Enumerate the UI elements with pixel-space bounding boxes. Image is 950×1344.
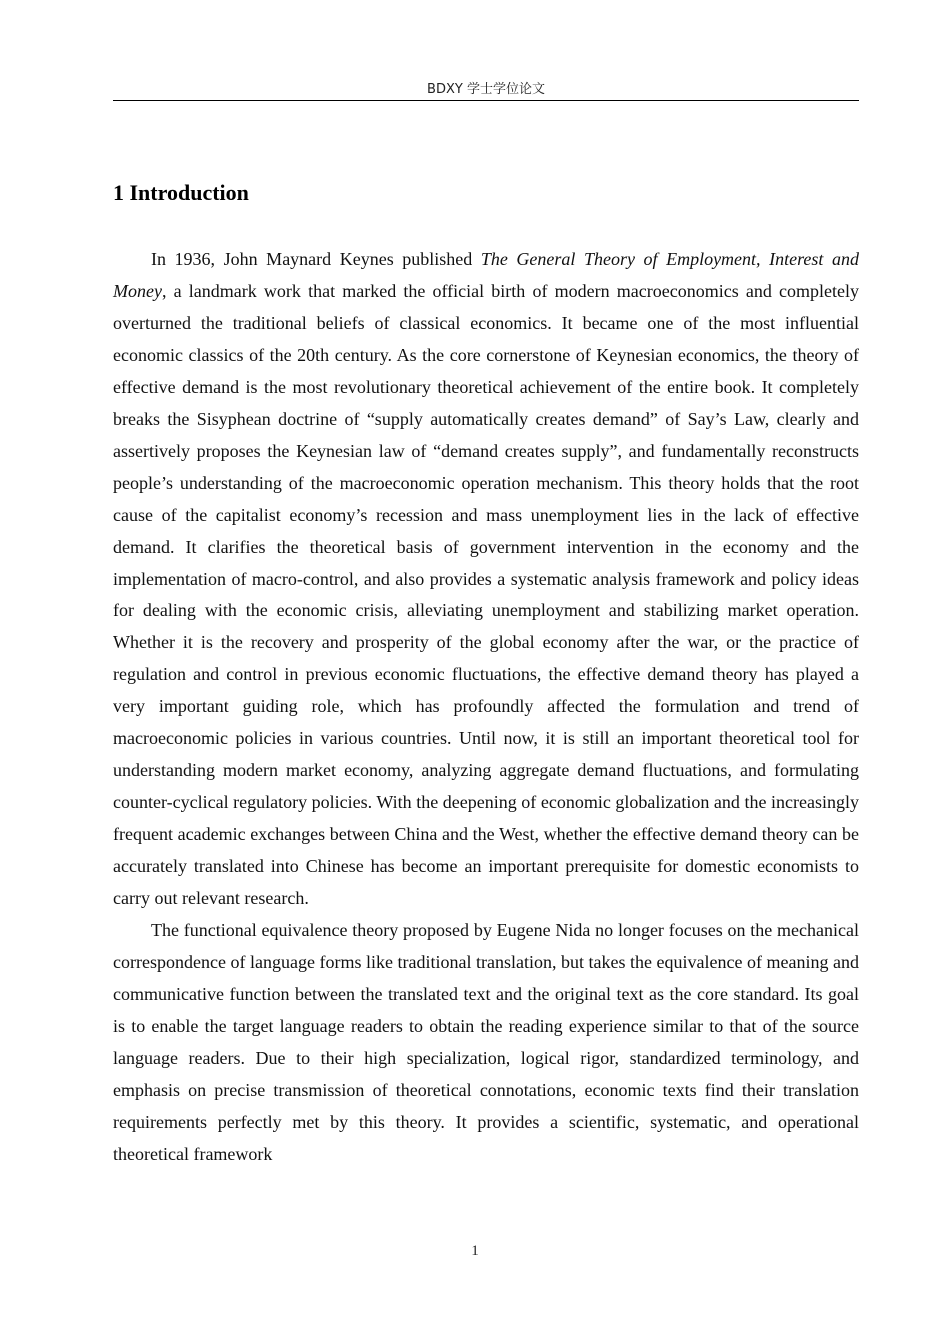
book-title: The General Theory of Employment, Interest and Money (113, 249, 859, 301)
header-rule (113, 100, 859, 101)
paragraph-1-lead: In 1936, John Maynard Keynes published (151, 249, 481, 269)
section-heading: 1 Introduction (113, 180, 249, 205)
paragraph-1 (113, 244, 859, 915)
paragraph-2: The functional equivalence theory proposed by Eugene Nida no longer focuses on the mechanical correspondence of language forms like traditional translation, but takes the equivalence of meaning and communicative function between the translated text and the original text as the core standard. Its goal is to enable the target language readers to obtain the reading experience similar to that of the source language readers. Due to their high specialization, logical rigor, standardized terminology, and emphasis on precise transmission of theoretical connotations, economic texts find their translation requirements perfectly met by this theory. It provides a scientific, systematic, and operational theoretical framework (113, 920, 859, 1164)
paragraph-1-rest: , a landmark work that marked the official birth of modern macroeconomics and completely overturned the traditional beliefs of classical economics. It became one of the most influential economic classics of the 20th century. As the core cornerstone of Keynesian economics, the theory of effective demand is the most revolutionary theoretical achievement of the entire book. It completely breaks the Sisyphean doctrine of “supply automatically creates demand” of Say’s Law, clearly and assertively proposes the Keynesian law of “demand creates supply”, and fundamentally reconstructs people’s understanding of the macroeconomic operation mechanism. This theory holds that the root cause of the capitalist economy’s recession and mass unemployment lies in the lack of effective demand. It clarifies the theoretical basis of government intervention in the economy and the implementation of macro-control, and also provides a systematic analysis framework and policy ideas for dealing with the economic crisis, alleviating unemployment and stabilizing market operation. Whether it is the recovery and prosperity of the global economy after the war, or the practice of regulation and control in previous economic fluctuations, the effective demand theory has played a very important guiding role, which has profoundly affected the formulation and trend of macroeconomic policies in various countries. Until now, it is still an important theoretical tool for understanding modern market economy, analyzing aggregate demand fluctuations, and formulating counter-cyclical regulatory policies. With the deepening of economic globalization and the increasingly frequent academic exchanges between China and the West, whether the effective demand theory can be accurately translated into Chinese has become an important prerequisite for domestic economists to carry out relevant research. (113, 280, 859, 909)
page-number: 1 (471, 1243, 479, 1259)
running-header: BDXY 学士学位论文 (427, 82, 545, 97)
body-text (113, 244, 859, 1171)
